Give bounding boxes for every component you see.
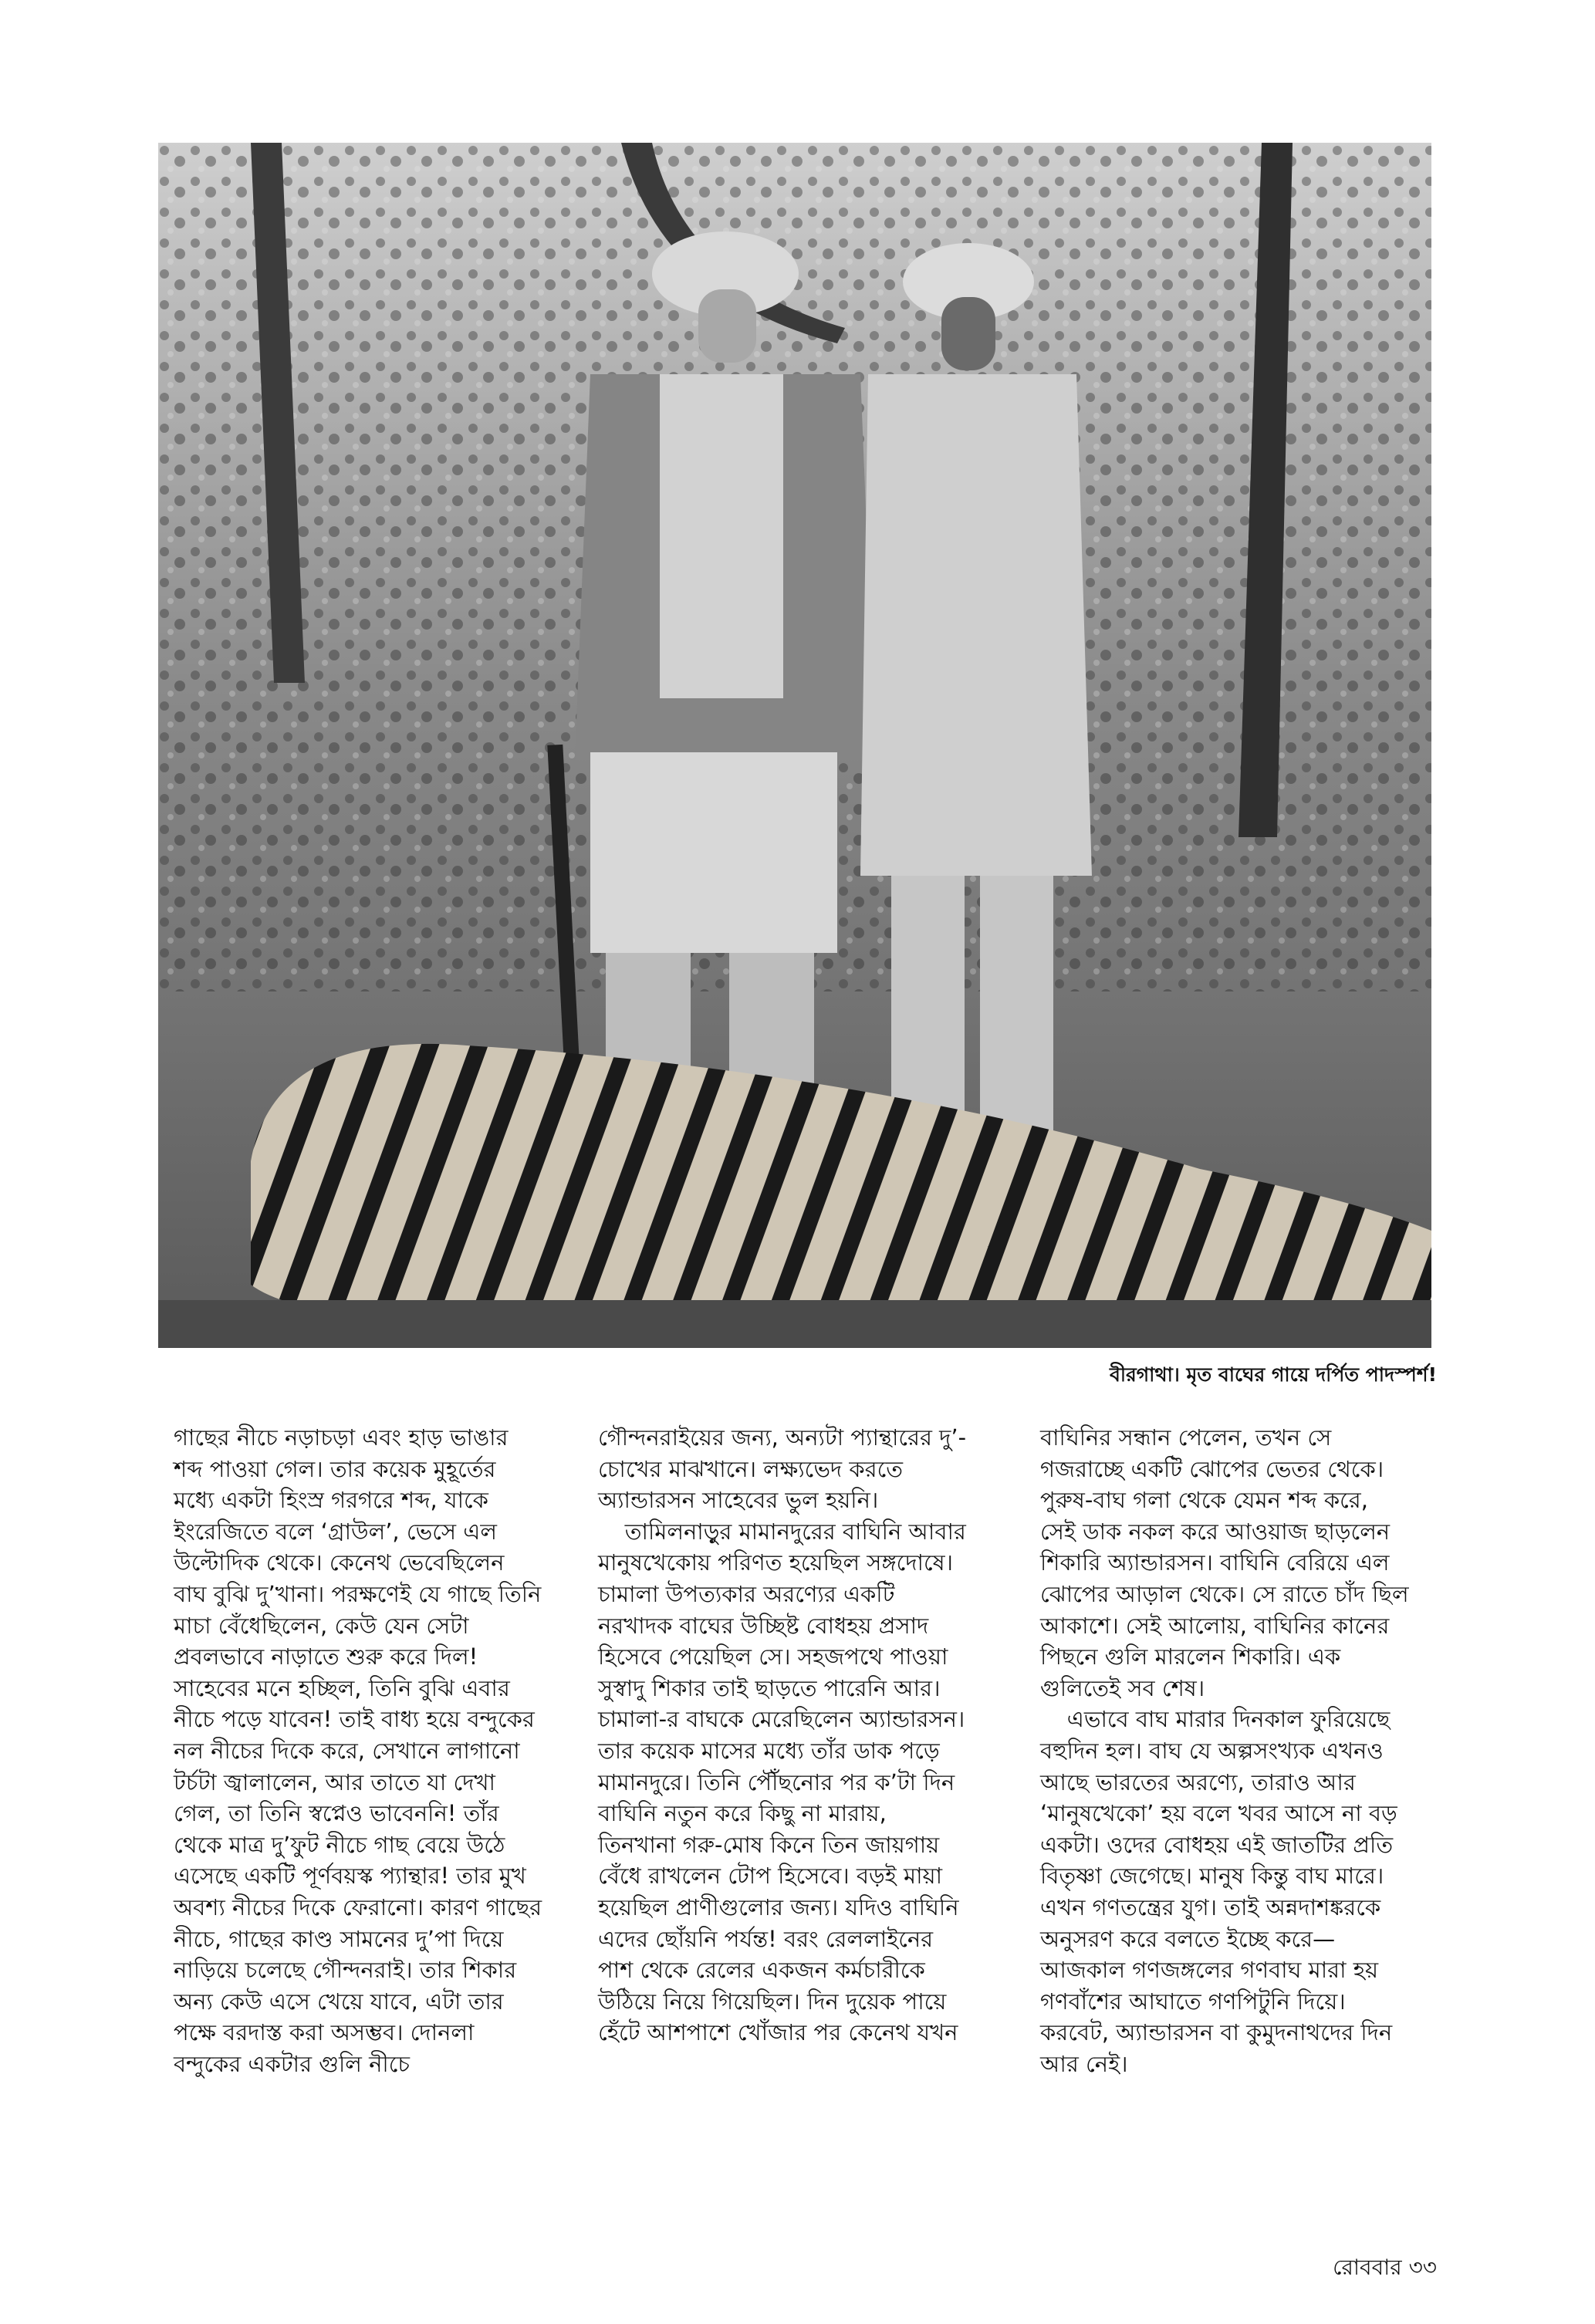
paragraph: এভাবে বাঘ মারার দিনকাল ফুরিয়েছে বহুদিন হল। বাঘ যে অল্পসংখ্যক এখনও আছে ভারতের অরণ্যে, তারাও আর ‘মানুষখেকো’ হয় বলে খবর আসে না বড় একটা। ওদের বোধহয় এই জাতটির প্রতি বিতৃষ্ণা জেগেছে। মানুষ কিন্তু বাঘ মারে। এখন গণতন্ত্রের যুগ। তাই অন্নদাশঙ্করকে অনুসরণ করে বলতে ইচ্ছে করে— আজকাল গণজঙ্গলের গণবাঘ মারা হয় গণবাঁশের আঘাতে গণপিটুনি দিয়ে। করবেট, অ্যান্ডারসন বা কুমুদনাথদের দিন আর নেই। — [1040, 1706, 1397, 2077]
paragraph: বাঘিনির সন্ধান পেলেন, তখন সে গজরাচ্ছে একটি ঝোপের ভেতর থেকে। পুরুষ-বাঘ গলা থেকে যেমন শব্দ করে, সেই ডাক নকল করে আওয়াজ ছাড়লেন শিকারি অ্যান্ডারসন। বাঘিনি বেরিয়ে এল ঝোপের আড়াল থেকে। সে রাতে চাঁদ ছিল আকাশে। সেই আলোয়, বাঘিনির কানের পিছনে গুলি মারলেন শিকারি। এক গুলিতেই সব শেষ। — [1040, 1424, 1409, 1701]
paragraph: তামিলনাড়ুর মামানদুরের বাঘিনি আবার মানুষখেকোয় পরিণত হয়েছিল সঙ্গদোষে। চামালা উপত্যকার অরণ্যের একটি নরখাদক বাঘের উচ্ছিষ্ট বোধহয় প্রসাদ হিসেবে পেয়েছিল সে। সহজপথে পাওয়া সুস্বাদু শিকার তাই ছাড়তে পারেনি আর। চামালা-র বাঘকে মেরেছিলেন অ্যান্ডারসন। তার কয়েক মাসের মধ্যে তাঁর ডাক পড়ে মামানদুরে। তিনি পৌঁছনোর পর ক’টা দিন বাঘিনি নতুন করে কিছু না মারায়, তিনখানা গরু-মোষ কিনে তিন জায়গায় বেঁধে রাখলেন টোপ হিসেবে। বড়ই মায়া হয়েছিল প্রাণীগুলোর জন্য। যদিও বাঘিনি এদের ছোঁয়নি পর্যন্ত! বরং রেললাইনের পাশ থেকে রেলের একজন কর্মচারীকে উঠিয়ে নিয়ে গিয়েছিল। দিন দুয়েক পায়ে হেঁটে আশপাশে খোঁজার পর কেনেথ যখন — [598, 1518, 966, 2046]
hunting-photo — [158, 143, 1431, 1348]
text-column-3 — [1040, 1422, 1409, 2079]
hunting-photo-image — [158, 143, 1431, 1348]
photo-caption: বীরগাথা। মৃত বাঘের গায়ে দর্পিত পাদস্পর্শ! — [1109, 1363, 1437, 1386]
text-column-2 — [598, 1422, 967, 2049]
text-column-1 — [174, 1422, 542, 2079]
page-footer: রোববার ৩৩ — [1333, 2255, 1437, 2280]
paragraph: গাছের নীচে নড়াচড়া এবং হাড় ভাঙার শব্দ পাওয়া গেল। তার কয়েক মুহূর্তের মধ্যে একটা হিংস্র গরগরে শব্দ, যাকে ইংরেজিতে বলে ‘গ্রাউল’, ভেসে এল উল্টোদিক থেকে। কেনেথ ভেবেছিলেন বাঘ বুঝি দু’খানা। পরক্ষণেই যে গাছে তিনি মাচা বেঁধেছিলেন, কেউ যেন সেটা প্রবলভাবে নাড়াতে শুরু করে দিল! সাহেবের মনে হচ্ছিল, তিনি বুঝি এবার নীচে পড়ে যাবেন! তাই বাধ্য হয়ে বন্দুকের নল নীচের দিকে করে, সেখানে লাগানো টর্চটা জ্বালালেন, আর তাতে যা দেখা গেল, তা তিনি স্বপ্নেও ভাবেননি! তাঁর থেকে মাত্র দু’ফুট নীচে গাছ বেয়ে উঠে এসেছে একটি পূর্ণবয়স্ক প্যান্থার! তার মুখ অবশ্য নীচের দিকে ফেরানো। কারণ গাছের নীচে, গাছের কাণ্ড সামনের দু’পা দিয়ে নাড়িয়ে চলেছে গৌন্দনরাই। তার শিকার অন্য কেউ এসে খেয়ে যাবে, এটা তার পক্ষে বরদাস্ত করা অসম্ভব। দোনলা বন্দুকের একটার গুলি নীচে — [174, 1424, 542, 2077]
paragraph: গৌন্দনরাইয়ের জন্য, অন্যটা প্যান্থারের দু’-চোখের মাঝখানে। লক্ষ্যভেদ করতে অ্যান্ডারসন সাহেবের ভুল হয়নি। — [598, 1424, 967, 1514]
